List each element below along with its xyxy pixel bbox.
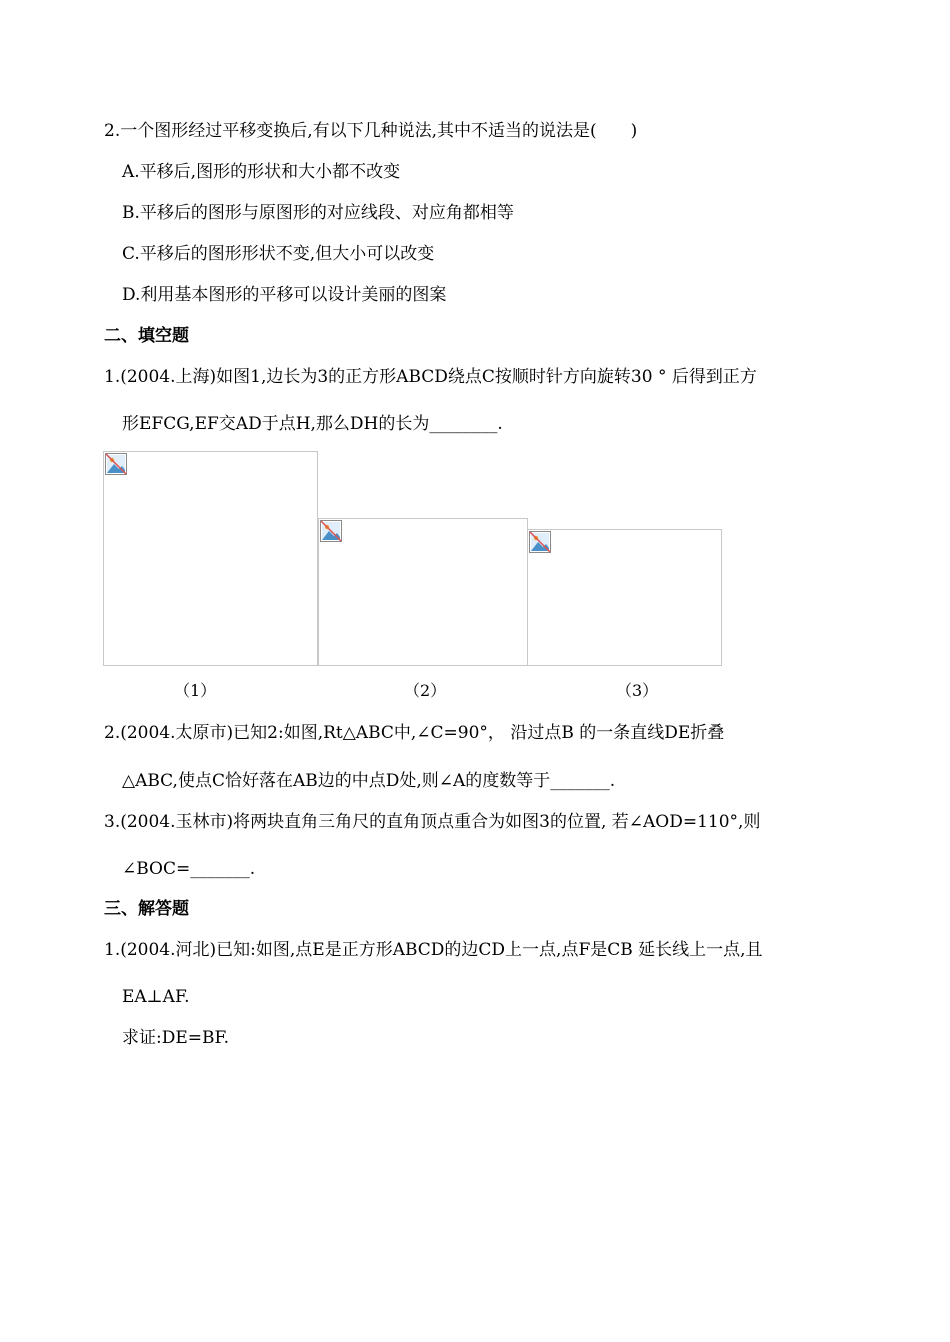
- section-heading-fill-in: 二、填空题: [104, 326, 189, 346]
- figure-2-caption: （2）: [404, 681, 447, 700]
- figure-2-image: [318, 518, 528, 666]
- answer-q1-line1: 1.(2004.河北)已知:如图,点E是正方形ABCD的边CD上一点,点F是CB 延长线上一点,且: [104, 940, 763, 960]
- broken-image-icon: [105, 453, 127, 475]
- broken-image-icon: [320, 520, 342, 542]
- figure-3-caption: （3）: [616, 681, 659, 700]
- figure-1-caption: （1）: [174, 681, 217, 700]
- answer-q1-line2: EA⊥AF.: [122, 987, 190, 1007]
- fill-q2-line1: 2.(2004.太原市)已知2:如图,Rt△ABC中,∠C=90°， 沿过点B 的一条直线DE折叠: [104, 723, 725, 743]
- fill-q1-line1: 1.(2004.上海)如图1,边长为3的正方形ABCD绕点C按顺时针方向旋转30 ° 后得到正方: [104, 367, 757, 387]
- fill-q1-line2: 形EFCG,EF交AD于点H,那么DH的长为________.: [122, 414, 503, 434]
- option-a: A.平移后,图形的形状和大小都不改变: [122, 162, 401, 182]
- answer-q1-proof-line: 求证:DE=BF.: [122, 1028, 230, 1048]
- fill-q3-line1: 3.(2004.玉林市)将两块直角三角尺的直角顶点重合为如图3的位置, 若∠AOD=110°,则: [104, 812, 761, 832]
- fill-q3-line2: ∠BOC=_______.: [122, 859, 256, 879]
- option-b: B.平移后的图形与原图形的对应线段、对应角都相等: [122, 203, 514, 223]
- broken-image-icon: [529, 531, 551, 553]
- option-c: C.平移后的图形形状不变,但大小可以改变: [122, 244, 435, 264]
- question-2-stem: 2.一个图形经过平移变换后,有以下几种说法,其中不适当的说法是( ): [104, 121, 638, 141]
- section-heading-answer: 三、解答题: [104, 899, 189, 919]
- figure-1-image: [103, 451, 318, 666]
- figure-3-image: [527, 529, 722, 666]
- fill-q2-line2: △ABC,使点C恰好落在AB边的中点D处,则∠A的度数等于_______.: [122, 771, 616, 791]
- option-d: D.利用基本图形的平移可以设计美丽的图案: [122, 285, 447, 305]
